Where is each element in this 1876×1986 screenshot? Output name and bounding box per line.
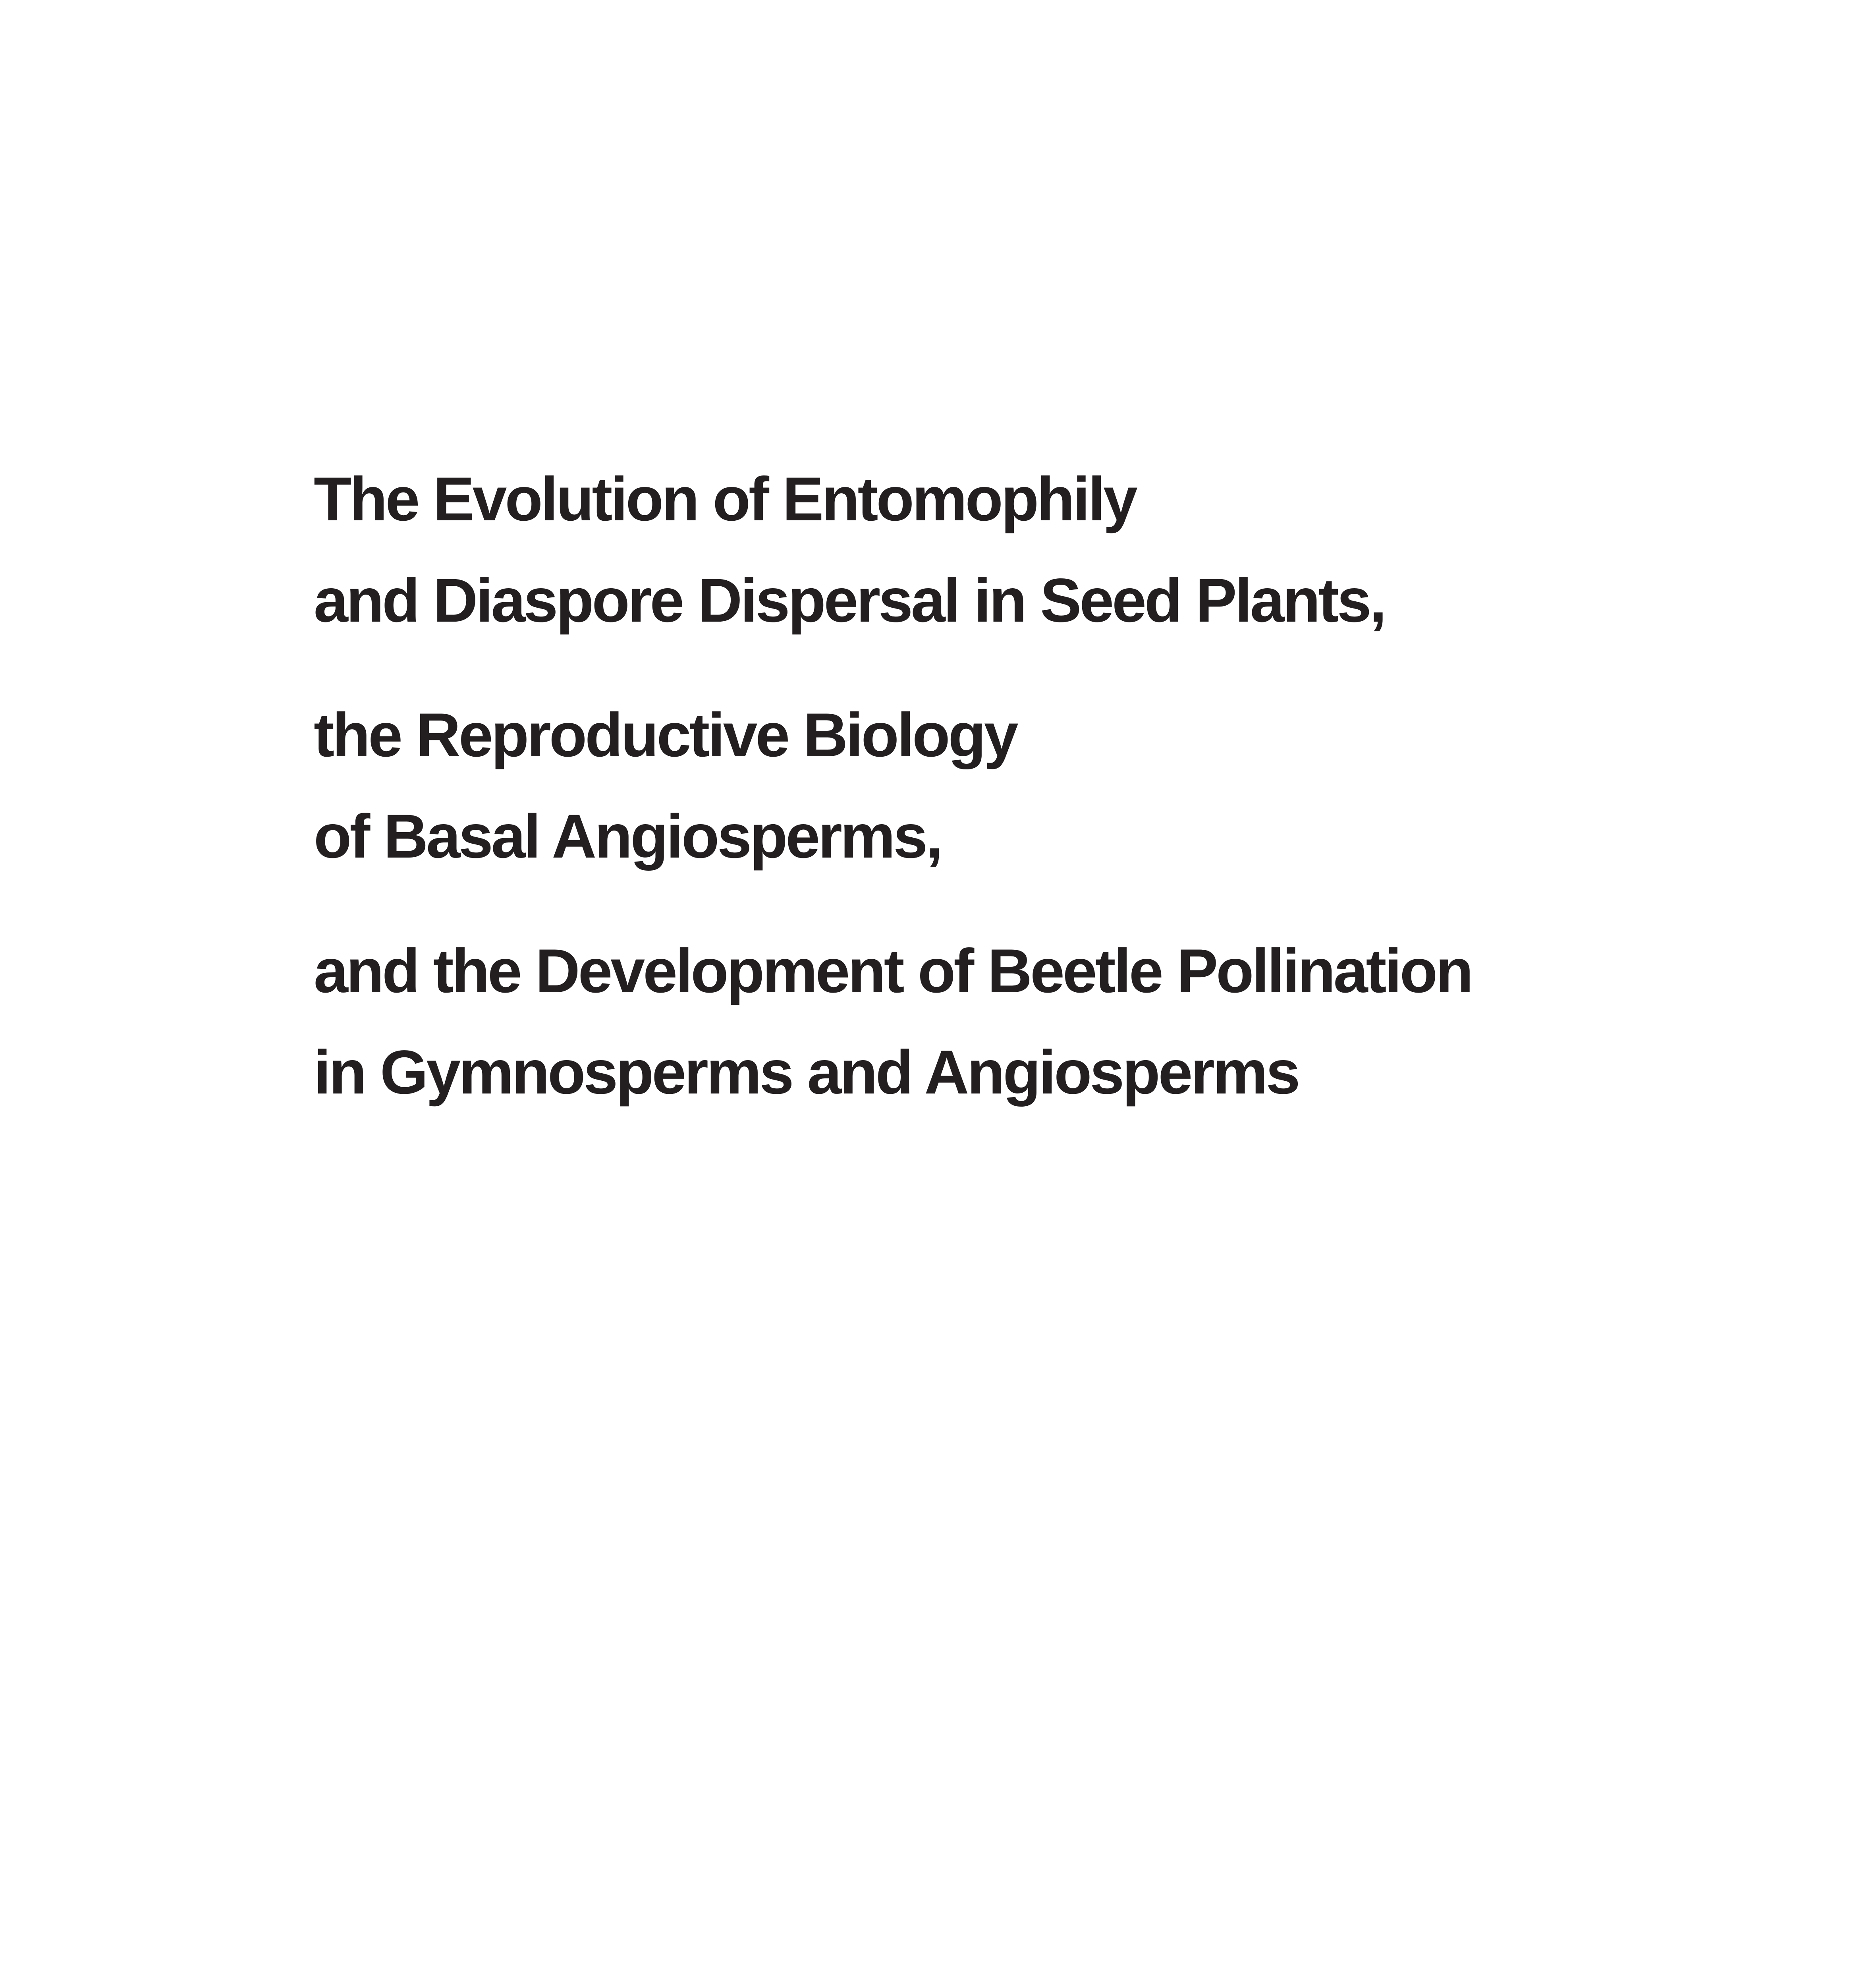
title-line: of Basal Angiosperms, (314, 802, 941, 871)
title-group-1 (314, 449, 1664, 651)
title-line: and Diaspore Dispersal in Seed Plants, (314, 566, 1385, 635)
title-group-3 (314, 921, 1664, 1123)
title-line: and the Development of Beetle Pollination (314, 937, 1472, 1006)
title-line: in Gymnosperms and Angiosperms (314, 1038, 1299, 1107)
title-group-2 (314, 685, 1664, 887)
title-line: the Reproductive Biology (314, 701, 1017, 770)
book-title (314, 449, 1664, 1157)
title-line: The Evolution of Entomophily (314, 465, 1136, 534)
